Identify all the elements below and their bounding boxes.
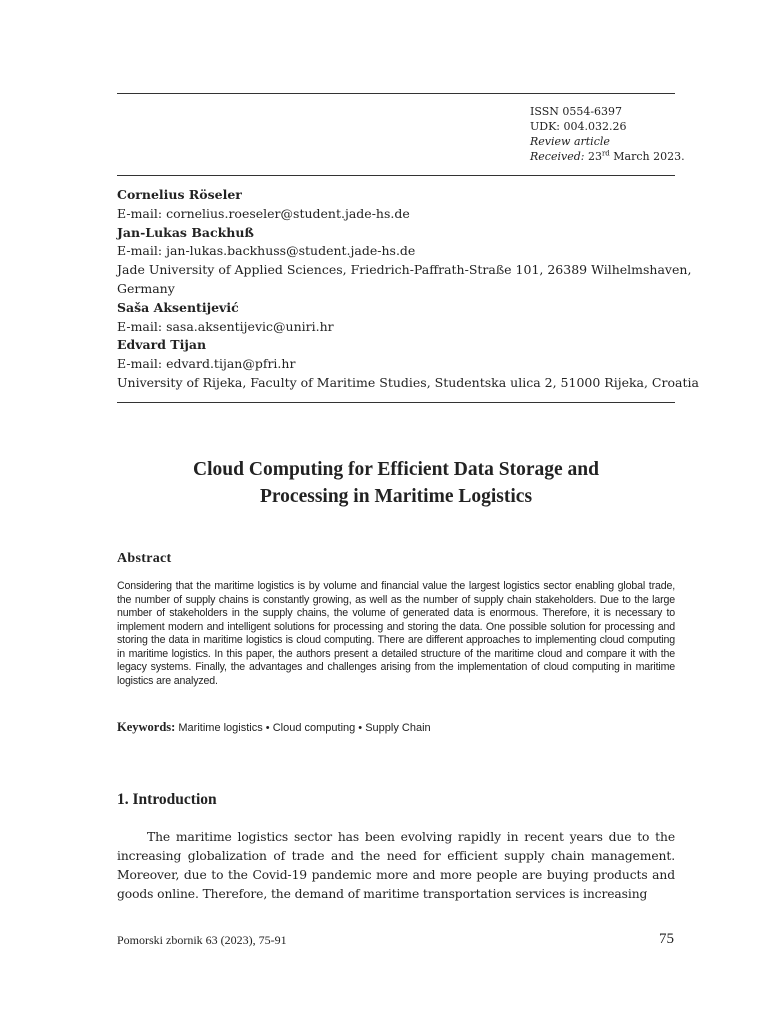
meta-rule: [117, 175, 675, 176]
received-rest: March 2023.: [613, 150, 685, 163]
author-name: Jan-Lukas Backhuß: [117, 224, 254, 240]
received-date: [530, 149, 685, 164]
author-name: Edvard Tijan: [117, 337, 207, 353]
author-email: E-mail: jan-lukas.backhuss@student.jade-hs.de: [117, 243, 416, 259]
top-rule: [117, 93, 675, 94]
received-suffix: rd: [601, 149, 610, 158]
body-paragraph: The maritime logistics sector has been evolving rapidly in recent years due to the increasing globalization of trade and the need for efficient supply chain management. Moreover, due to the Covid-19 pandemic more and more people are buying products and goods online. Therefore, the demand of maritime transportation services is increasing: [117, 830, 675, 901]
abstract-heading: Abstract: [117, 551, 172, 566]
received-label: Received:: [530, 150, 585, 163]
keywords-value: Maritime logistics • Cloud computing • Supply Chain: [178, 722, 431, 734]
author-email: E-mail: sasa.aksentijevic@uniri.hr: [117, 318, 334, 334]
author-email: E-mail: edvard.tijan@pfri.hr: [117, 356, 296, 372]
author-name: Cornelius Röseler: [117, 187, 242, 202]
paper-title: [117, 456, 675, 510]
keywords-label: Keywords:: [117, 720, 176, 734]
keywords: [117, 720, 675, 736]
footer-journal: Pomorski zbornik 63 (2023), 75-91: [117, 933, 287, 947]
author-block: [117, 186, 699, 393]
title-line: Processing in Maritime Logistics: [259, 486, 533, 507]
section-heading: 1. Introduction: [117, 791, 217, 808]
authors-rule: [117, 402, 675, 403]
affiliation-country: Germany: [117, 280, 175, 296]
title-line: Cloud Computing for Efficient Data Storage and: [193, 459, 599, 480]
author-name: Saša Aksentijević: [117, 299, 239, 315]
article-meta: [530, 104, 685, 164]
author-email: E-mail: cornelius.roeseler@student.jade-hs.de: [117, 205, 410, 221]
issn: ISSN 0554-6397: [530, 105, 623, 118]
abstract-text: Considering that the maritime logistics is by volume and financial value the largest logistics sector enabling global trade, the number of supply chains is constantly growing, as well as the number of supply chain stakeholders. Due to the large number of stakeholders in the supply chains, the volume of generated data is enormous. Therefore, it is necessary to implement modern and intelligent solutions for processing and storing the data. One possible solution for processing and storing the data in maritime logistics is cloud computing. There are different approaches to implementing cloud computing in maritime logistics. In this paper, the authors present a detailed structure of the maritime cloud and compare it with the legacy systems. Finally, the advantages and challenges arising from the implementation of cloud computing in maritime logistics are analyzed.: [117, 580, 675, 687]
article-type: Review article: [530, 135, 610, 148]
received-day: 23: [587, 150, 602, 163]
affiliation: Jade University of Applied Sciences, Friedrich-Paffrath-Straße 101, 26389 Wilhelmshaven,: [117, 262, 692, 278]
udk: UDK: 004.032.26: [530, 120, 627, 133]
affiliation: University of Rijeka, Faculty of Maritime Studies, Studentska ulica 2, 51000 Rijeka, Croatia: [117, 374, 699, 390]
page-number: 75: [659, 931, 674, 947]
